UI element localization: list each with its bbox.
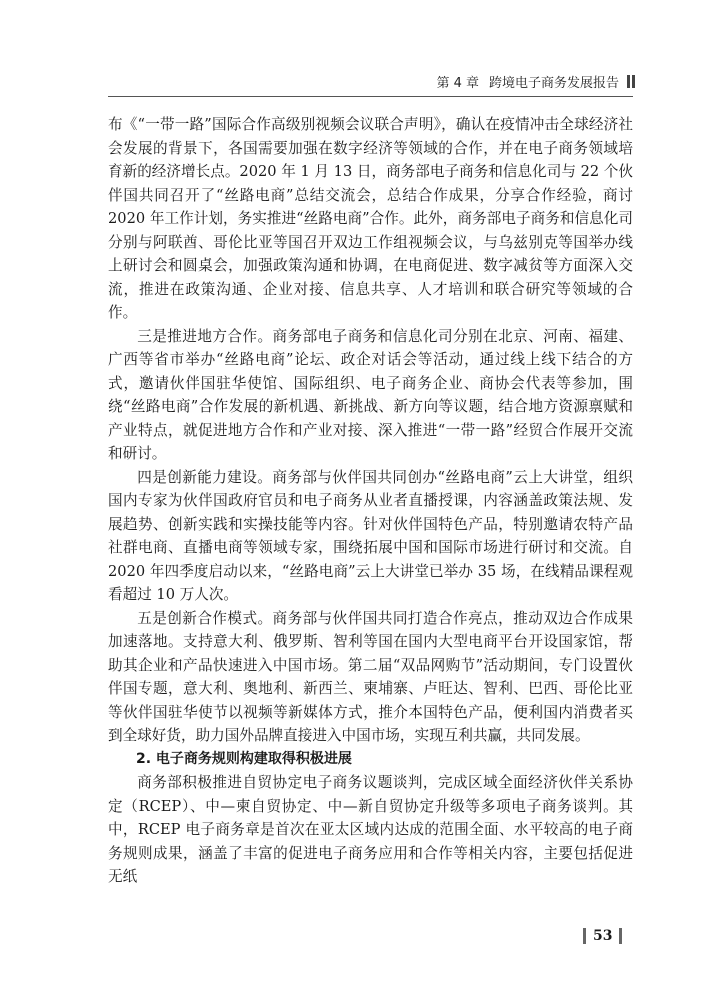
header-rule <box>108 96 633 97</box>
paragraph-capacity-building: 四是创新能力建设。商务部与伙伴国共同创办“丝路电商”云上大讲堂，组织国内专家为伙伴国政府官员和电子商务从业者直播授课，内容涵盖政策法规、发展趋势、创新实践和实操技能等内容。针对伙伴国特色产品，特别邀请农特产品社群电商、直播电商等领域专家，围绕拓展中国和国际市场进行研讨和交流。自 2020 年四季度启动以来，“丝路电商”云上大讲堂已举办 35 场，在线精品课程观看超过 10 万人次。 <box>108 468 633 603</box>
paragraph-rules: 商务部积极推进自贸协定电子商务议题谈判，完成区域全面经济伙伴关系协定（RCEP）、中—柬自贸协定、中—新自贸协定升级等多项电子商务谈判。其中，RCEP 电子商务章是首次在亚太区域内达成的范围全面、水平较高的电子商务规则成果，涵盖了丰富的促进电子商务应用和合作等相关内容，主要包括促进无纸 <box>108 774 633 885</box>
paragraph-continuation: 布《“一带一路”国际合作高级别视频会议联合声明》，确认在疫情冲击全球经济社会发展的背景下，各国需要加强在数字经济等领域的合作，并在电子商务领域培育新的经济增长点。2020 年 1 月 13 日，商务部电子商务和信息化司与 22 个伙伴国共同召开了“丝路电商”总结交流会，总结合作成果，分享合作经验，商讨 2020 年工作计划，务实推进“丝路电商”合作。此外，商务部电子商务和信息化司分别与阿联酋、哥伦比亚等国召开双边工作组视频会议，与乌兹别克等国举办线上研讨会和圆桌会，加强政策沟通和协调，在电商促进、数字减贫等方面深入交流，推进在政策沟通、企业对接、信息共享、人才培训和联合研究等领域的合作。 <box>108 116 633 321</box>
page-number: 53 <box>593 928 613 944</box>
paragraph-cooperation-model: 五是创新合作模式。商务部与伙伴国共同打造合作亮点，推动双边合作成果加速落地。支持意大利、俄罗斯、智利等国在国内大型电商平台开设国家馆，帮助其企业和产品快速进入中国市场。第二届“双品网购节”活动期间，专门设置伙伴国专题，意大利、奥地利、新西兰、柬埔寨、卢旺达、智利、巴西、哥伦比亚等伙伴国驻华使节以视频等新媒体方式，推介本国特色产品，便利国内消费者买到全球好货，助力国外品牌直接进入中国市场，实现互利共赢，共同发展。 <box>108 609 633 744</box>
footer-bars-right <box>618 928 623 944</box>
section-heading: 2. 电子商务规则构建取得积极进展 <box>136 750 352 767</box>
paragraph-local-cooperation: 三是推进地方合作。商务部电子商务和信息化司分别在北京、河南、福建、广西等省市举办“丝路电商”论坛、政企对话会等活动，通过线上线下结合的方式，邀请伙伴国驻华使馆、国际组织、电子商务企业、商协会代表等参加，围绕“丝路电商”合作发展的新机遇、新挑战、新方向等议题，结合地方资源禀赋和产业特点，就促进地方合作和产业对接、深入推进“一带一路”经贸合作展开交流和研讨。 <box>108 327 633 462</box>
header-bars-decoration <box>625 75 635 88</box>
running-header <box>436 72 635 91</box>
body-text <box>108 113 633 889</box>
footer-bars-left <box>582 928 587 944</box>
page-footer <box>582 928 623 944</box>
chapter-title: 跨境电子商务发展报告 <box>488 76 619 91</box>
chapter-label: 第 4 章 <box>436 76 479 91</box>
